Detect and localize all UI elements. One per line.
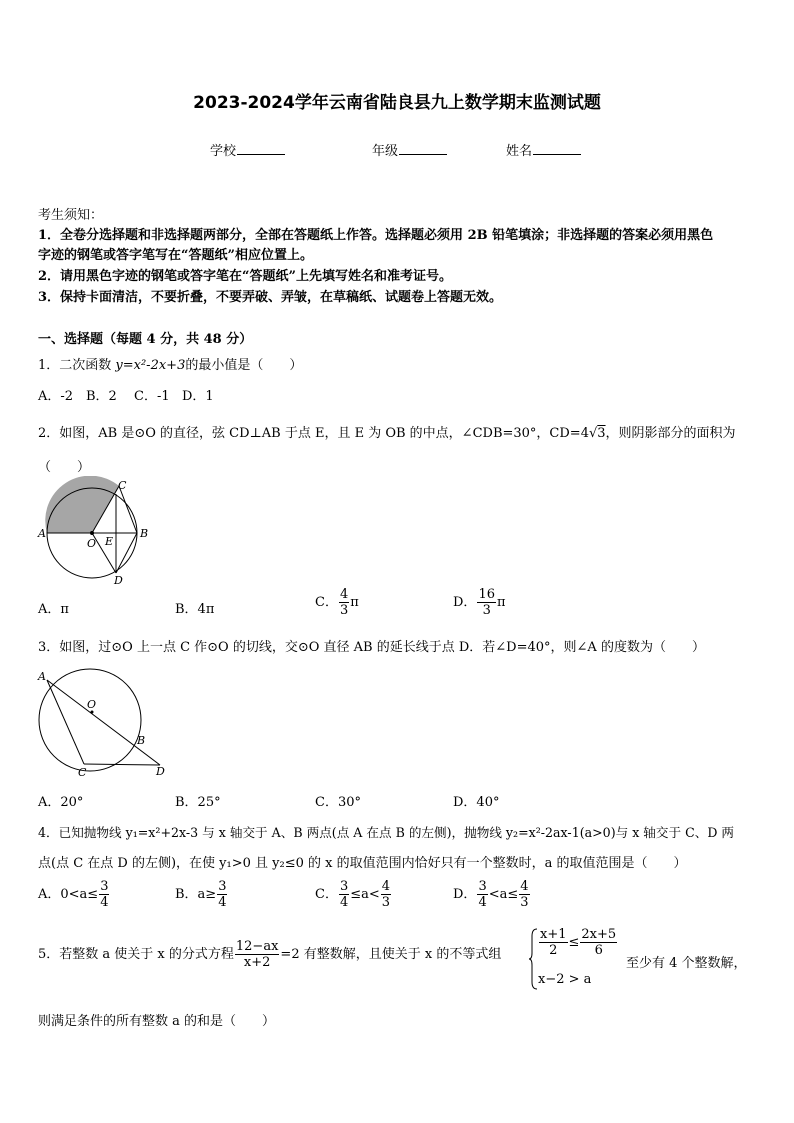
q3-option-a[interactable]: A．20° [38, 795, 84, 810]
q3-option-c[interactable]: C．30° [315, 795, 361, 810]
q4-option-a[interactable] [38, 880, 110, 909]
q3-tangent-cd [84, 764, 160, 765]
page-title: 2023-2024学年云南省陆良县九上数学期末监测试题 [193, 93, 601, 113]
notice-heading: 考生须知： [38, 208, 104, 223]
q2-option-d-prefix: D． [453, 595, 477, 610]
q3-line-ad [47, 680, 160, 765]
notice-line-1: 1．全卷分选择题和非选择题两部分，全部在答题纸上作答。选择题必须用 2B 铅笔填涂；非选择题的答案必须用黑色 [38, 228, 714, 243]
question-4-line-2: 点(点 C 在点 D 的左侧)，在使 y₁>0 且 y₂≤0 的 x 的取值范围内恰好只有一个整数时，a 的取值范围是（ ） [38, 856, 687, 871]
q4-option-d-prefix: D． [453, 887, 477, 902]
q2-center-dot [90, 531, 94, 535]
q2-label-o: O [87, 537, 97, 550]
q5-ineq1-right: $\frac{2x+5}{6}$ [581, 927, 617, 958]
q1-option-c[interactable]: C．-1 [134, 389, 170, 404]
q5-text-b: 至少有 4 个整数解， [626, 956, 747, 971]
q5-equation-fraction: $\frac{12-ax}{x+2}$ [235, 939, 279, 970]
field-name-label: 姓名 [506, 144, 533, 159]
q3-label-a: A [38, 670, 46, 683]
q4-option-c-fraction-1: $\frac{3}{4}$ [339, 879, 349, 910]
q5-ineq1-op: ≤ [568, 935, 580, 950]
q3-label-c: C [78, 766, 87, 779]
q5-inequality-system [528, 928, 624, 990]
field-grade[interactable] [372, 140, 447, 159]
field-school-blank[interactable] [237, 141, 285, 155]
q4-option-d-fraction-2: $\frac{4}{3}$ [520, 879, 529, 910]
q4-option-b-fraction: $\frac{3}{4}$ [218, 879, 227, 910]
q3-label-b: B [137, 734, 146, 747]
q3-line-ac [47, 680, 84, 764]
q1-option-b[interactable]: B．2 [86, 389, 117, 404]
q2-option-d[interactable] [453, 588, 506, 617]
q5-eq-rhs: =2 有整数解，且使关于 x 的不等式组 [280, 947, 502, 962]
field-grade-blank[interactable] [399, 141, 447, 155]
field-school[interactable] [210, 140, 285, 159]
q2-label-a: A [38, 527, 46, 540]
q2-answer-paren: （ ） [38, 460, 91, 475]
field-name[interactable] [506, 140, 581, 159]
q4-option-d-mid: <a≤ [488, 887, 519, 902]
question-2-stem [38, 422, 736, 441]
q5-brace-icon [528, 928, 538, 990]
q2-option-b[interactable]: B．4π [175, 602, 215, 617]
field-grade-label: 年级 [372, 144, 399, 159]
q3-option-b[interactable]: B．25° [175, 795, 221, 810]
q2-option-c-fraction: $\frac{4}{3}$ [339, 587, 349, 618]
q5-inequality-2: x−2 > a [538, 972, 592, 987]
q4-option-b[interactable] [175, 880, 228, 909]
q3-figure [34, 666, 174, 782]
q2-text: 2．如图，AB 是⊙O 的直径，弦 CD⊥AB 于点 E，且 E 为 OB 的中点，∠CDB=30°，CD=4 [38, 426, 589, 441]
question-1-stem [38, 354, 302, 373]
q2-option-d-suffix: π [496, 595, 506, 610]
q2-option-c[interactable] [315, 588, 359, 617]
q2-label-b: B [140, 527, 149, 540]
q2-figure [34, 476, 156, 588]
q3-label-o: O [87, 698, 97, 711]
q4-option-d[interactable] [453, 880, 531, 909]
q5-inequality-1 [538, 928, 618, 957]
q3-label-d: D [156, 765, 165, 778]
q3-circle [39, 669, 141, 771]
q2-label-c: C [118, 479, 127, 492]
q5-text-a: 5．若整数 a 使关于 x 的分式方程 [38, 947, 234, 962]
q2-sqrt-radicand: 3 [597, 426, 606, 441]
q1-text-b: 的最小值是（ ） [185, 358, 303, 373]
question-5-line-2: 则满足条件的所有整数 a 的和是（ ） [38, 1014, 276, 1029]
question-5-stem [38, 940, 501, 969]
notice-line-3: 3．保持卡面清洁，不要折叠，不要弄破、弄皱，在草稿纸、试题卷上答题无效。 [38, 290, 503, 305]
q2-option-c-suffix: π [350, 595, 359, 610]
q4-option-a-fraction: $\frac{3}{4}$ [100, 879, 109, 910]
q1-option-d[interactable]: D．1 [182, 389, 214, 404]
question-3-stem: 3．如图，过⊙O 上一点 C 作⊙O 的切线，交⊙O 直径 AB 的延长线于点 D．若∠D=40°，则∠A 的度数为（ ） [38, 640, 705, 655]
q4-option-b-prefix: B．a≥ [175, 887, 217, 902]
q4-option-c-fraction-2: $\frac{4}{3}$ [381, 879, 391, 910]
q4-option-d-fraction-1: $\frac{3}{4}$ [478, 879, 487, 910]
q4-option-c-prefix: C． [315, 887, 338, 902]
q2-option-a[interactable]: A．π [38, 602, 69, 617]
question-4-line-1: 4．已知抛物线 y₁=x²+2x-3 与 x 轴交于 A、B 两点(点 A 在点 B 的左侧)，抛物线 y₂=x²-2ax-1(a>0)与 x 轴交于 C、D 两 [38, 825, 735, 840]
q2-segment-cb [119, 486, 137, 533]
q2-label-d: D [114, 574, 123, 587]
q2-option-d-fraction: $\frac{16}{3}$ [478, 587, 495, 618]
q4-option-c-mid: ≤a< [350, 887, 380, 902]
q2-label-e: E [105, 535, 114, 548]
field-school-label: 学校 [210, 144, 237, 159]
notice-line-1b: 字迹的钢笔或答字笔写在“答题纸”相应位置上。 [38, 248, 313, 263]
q3-option-d[interactable]: D．40° [453, 795, 500, 810]
q2-text-b: ，则阴影部分的面积为 [605, 426, 736, 441]
q2-sqrt-sign: √ [588, 426, 598, 441]
field-name-blank[interactable] [533, 141, 581, 155]
q1-expr: y=x²-2x+3 [115, 358, 186, 373]
q1-text-a: 1．二次函数 [38, 358, 116, 373]
q4-option-a-prefix: A．0<a≤ [38, 887, 99, 902]
q1-option-a[interactable]: A．-2 [38, 389, 74, 404]
q5-ineq1-left: $\frac{x+1}{2}$ [540, 927, 567, 958]
q4-option-c[interactable] [315, 880, 392, 909]
q2-segment-db [116, 533, 137, 573]
section-heading: 一、选择题（每题 4 分，共 48 分） [38, 332, 253, 347]
q2-option-c-prefix: C． [315, 595, 338, 610]
notice-line-2: 2．请用黑色字迹的钢笔或答字笔在“答题纸”上先填写姓名和准考证号。 [38, 269, 453, 284]
